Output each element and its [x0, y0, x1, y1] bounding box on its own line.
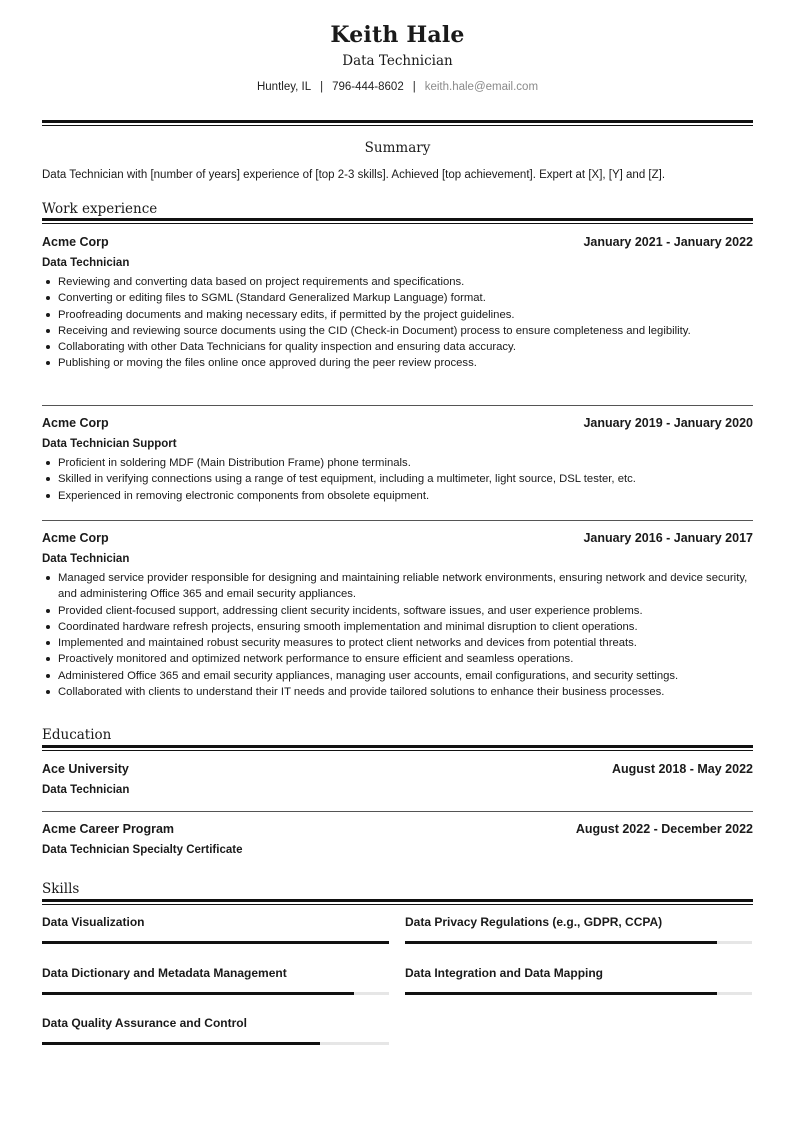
entry-divider [42, 405, 753, 406]
skill-item [42, 966, 389, 980]
separator: | [320, 81, 324, 93]
skill-level-bar [42, 1042, 389, 1045]
skill-level-fill [42, 941, 389, 944]
degree: Data Technician [42, 784, 130, 796]
company-name: Acme Corp [42, 531, 109, 545]
job-bullets [42, 274, 753, 372]
company-name: Acme Corp [42, 235, 109, 249]
list-item: Managed service provider responsible for designing and maintaining reliable network environments, ensuring network and device security, and administering Office 365 and email security appliances. [42, 570, 753, 603]
skill-name: Data Visualization [42, 915, 145, 929]
school-name: Ace University [42, 762, 129, 776]
education-entry [42, 822, 753, 856]
candidate-role: Data Technician [342, 53, 453, 69]
skill-level-fill [405, 941, 717, 944]
skill-level-fill [42, 992, 354, 995]
company-name: Acme Corp [42, 416, 109, 430]
list-item: Provided client-focused support, addressing client security incidents, software issues, and user experience problems. [42, 603, 753, 619]
job-entry [42, 531, 753, 700]
list-item: Receiving and reviewing source documents using the CID (Check-in Document) process to ensure completeness and legibility. [42, 323, 753, 339]
section-divider [42, 218, 753, 224]
job-bullets [42, 570, 753, 700]
job-dates: January 2021 - January 2022 [583, 235, 753, 249]
skill-level-bar [42, 992, 389, 995]
job-dates: January 2019 - January 2020 [583, 416, 753, 430]
entry-divider [42, 520, 753, 521]
list-item: Proficient in soldering MDF (Main Distribution Frame) phone terminals. [42, 455, 753, 471]
list-item: Coordinated hardware refresh projects, ensuring smooth implementation and minimal disruption to client operations. [42, 619, 753, 635]
work-experience-heading: Work experience [42, 201, 158, 217]
job-entry [42, 416, 753, 504]
job-dates: January 2016 - January 2017 [583, 531, 753, 545]
entry-divider [42, 811, 753, 812]
degree: Data Technician Specialty Certificate [42, 844, 243, 856]
job-title: Data Technician [42, 257, 130, 269]
summary-text: Data Technician with [number of years] experience of [top 2-3 skills]. Achieved [top achievement]. Expert at [X], [Y] and [Z]. [42, 169, 666, 181]
header-divider [42, 120, 753, 126]
education-entry [42, 762, 753, 796]
skill-name: Data Privacy Regulations (e.g., GDPR, CCPA) [405, 915, 663, 929]
school-name: Acme Career Program [42, 822, 175, 836]
list-item: Proofreading documents and making necessary edits, if permitted by the project guidelines. [42, 307, 753, 323]
skill-name: Data Integration and Data Mapping [405, 966, 604, 980]
location: Huntley, IL [256, 81, 312, 93]
list-item: Publishing or moving the files online once approved during the peer review process. [42, 355, 753, 371]
skill-name: Data Quality Assurance and Control [42, 1016, 247, 1030]
skill-item [42, 915, 389, 929]
job-title: Data Technician [42, 553, 130, 565]
separator: | [412, 81, 416, 93]
education-dates: August 2018 - May 2022 [611, 762, 753, 776]
skill-name: Data Dictionary and Metadata Management [42, 966, 287, 980]
email-link[interactable]: keith.hale@email.com [424, 81, 539, 93]
summary-heading: Summary [364, 140, 431, 156]
skill-item [42, 1016, 389, 1030]
list-item: Administered Office 365 and email security appliances, managing user accounts, email configurations, and security settings. [42, 668, 753, 684]
list-item: Experienced in removing electronic components from obsolete equipment. [42, 488, 753, 504]
skill-item [405, 966, 752, 980]
section-divider [42, 745, 753, 751]
skills-heading: Skills [42, 881, 80, 897]
skill-level-fill [405, 992, 717, 995]
section-divider [42, 899, 753, 905]
list-item: Proactively monitored and optimized network performance to ensure efficient and seamless operations. [42, 651, 753, 667]
list-item: Collaborating with other Data Technicians for quality inspection and ensuring data accuracy. [42, 339, 753, 355]
job-title: Data Technician Support [42, 438, 177, 450]
list-item: Skilled in verifying connections using a range of test equipment, including a multimeter, light source, DSL tester, etc. [42, 471, 753, 487]
skill-level-bar [42, 941, 389, 944]
phone: 796-444-8602 [332, 81, 404, 93]
candidate-name: Keith Hale [330, 22, 465, 48]
list-item: Implemented and maintained robust security measures to protect client networks and devices from potential threats. [42, 635, 753, 651]
list-item: Reviewing and converting data based on project requirements and specifications. [42, 274, 753, 290]
education-dates: August 2022 - December 2022 [575, 822, 753, 836]
skill-level-fill [42, 1042, 320, 1045]
skill-level-bar [405, 941, 752, 944]
education-heading: Education [42, 727, 112, 743]
skill-item [405, 915, 752, 929]
list-item: Converting or editing files to SGML (Standard Generalized Markup Language) format. [42, 290, 753, 306]
job-entry [42, 235, 753, 372]
skill-level-bar [405, 992, 752, 995]
contact-line [42, 81, 753, 93]
job-bullets [42, 455, 753, 504]
list-item: Collaborated with clients to understand their IT needs and provide tailored solutions to enhance their business processes. [42, 684, 753, 700]
